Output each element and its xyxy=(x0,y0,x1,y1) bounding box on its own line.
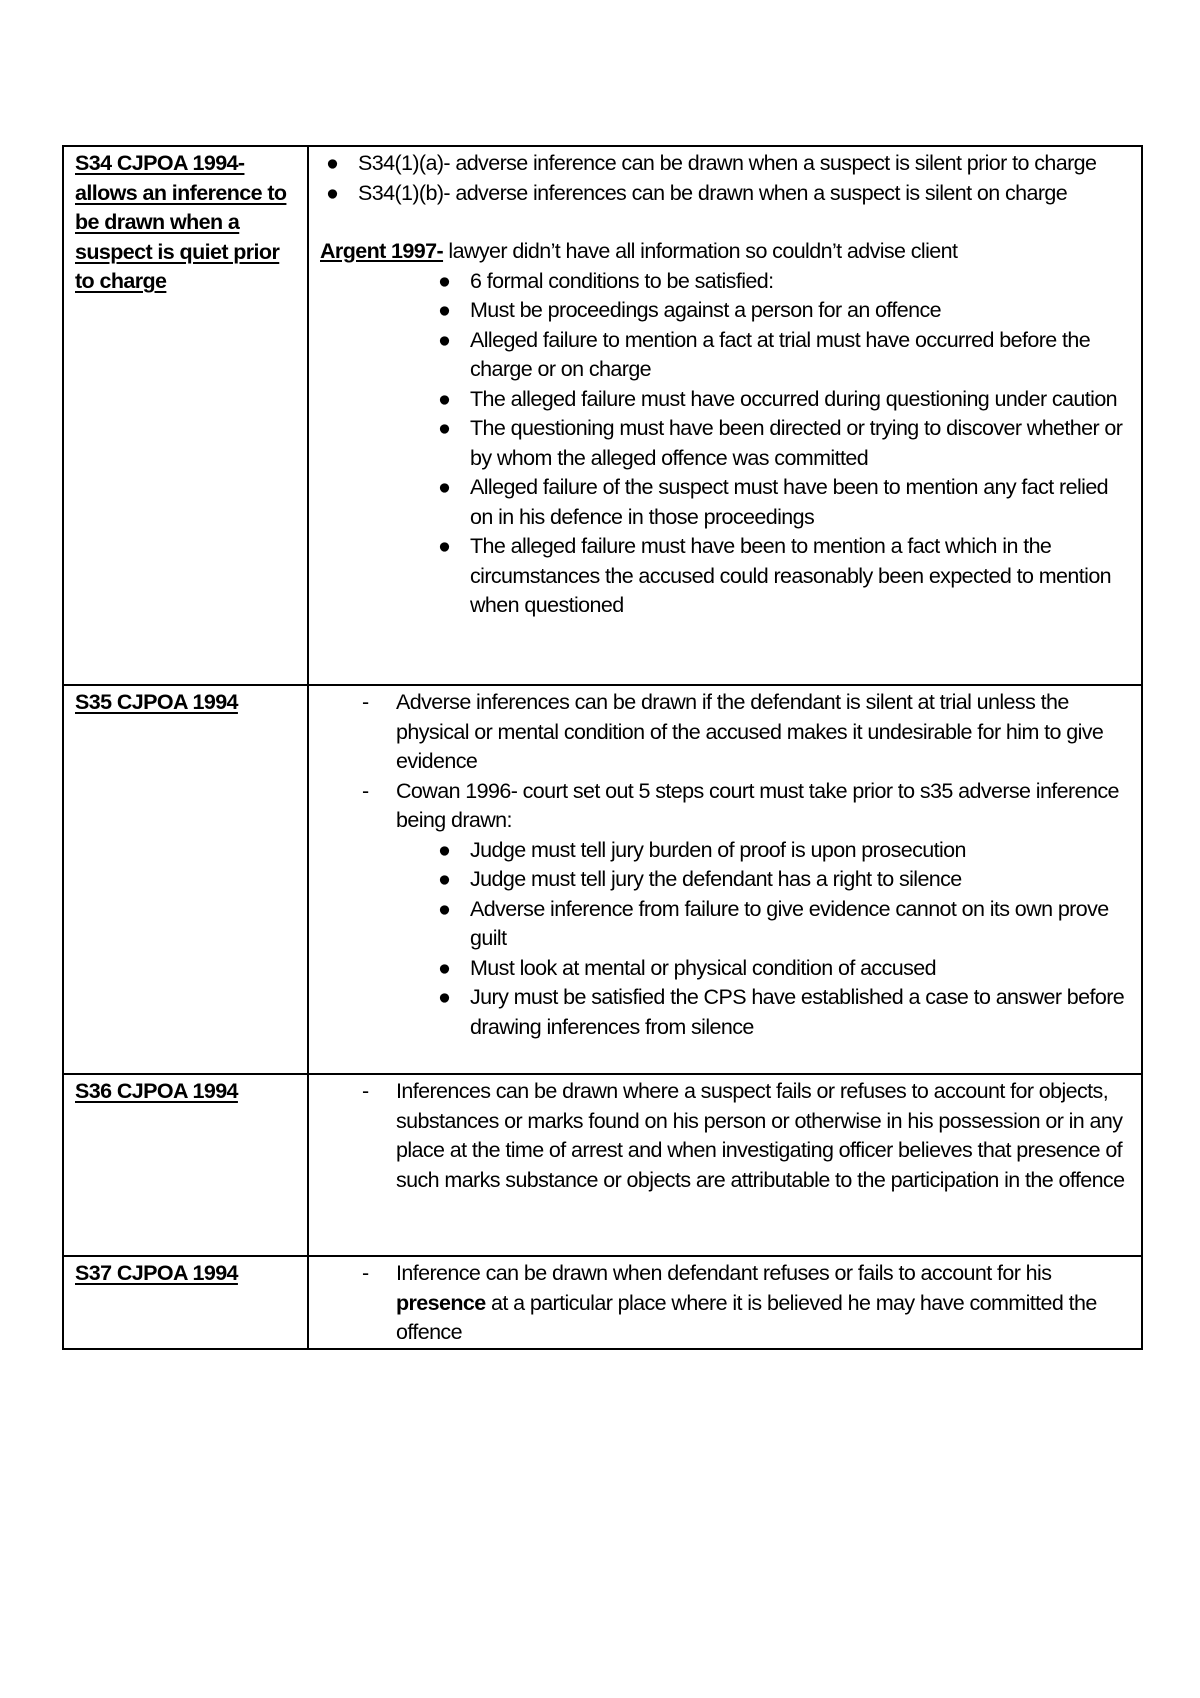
bullet-icon: ● xyxy=(438,896,451,921)
row-content-cell xyxy=(308,1074,1142,1256)
bullet-icon: ● xyxy=(438,416,451,440)
case-paragraph xyxy=(320,237,1131,267)
list-item: ● Alleged failure to mention a fact at trial must have occurred before the charge or on charge xyxy=(438,327,1091,381)
list-item: ● Must look at mental or physical condition of accused xyxy=(320,954,1131,984)
case-name: Argent 1997- xyxy=(320,239,444,263)
bullet-icon: ● xyxy=(438,298,451,322)
row-heading: S37 CJPOA 1994 xyxy=(75,1261,238,1285)
row-content-cell xyxy=(308,685,1142,1074)
bullet-icon: ● xyxy=(438,534,451,558)
list-item: ● Must be proceedings against a person for an offence xyxy=(320,296,1131,326)
row-heading-cell xyxy=(63,685,308,1074)
table-row-s35 xyxy=(63,685,1142,1074)
notes-table xyxy=(62,145,1143,1350)
row-heading-cell xyxy=(63,146,308,685)
list-item: - Inference can be drawn when defendant refuses or fails to account for his presence at a particular place where it is believed he may have committed the offence xyxy=(362,1261,1097,1344)
row-heading-cell xyxy=(63,1256,308,1349)
list-item: ● The alleged failure must have been to mention a fact which in the circumstances the accused could reasonably been expected to mention when questioned xyxy=(438,534,1112,617)
conditions-list xyxy=(320,267,1131,621)
list-item: ● Jury must be satisfied the CPS have established a case to answer before drawing inferences from silence xyxy=(438,985,1125,1039)
spacer xyxy=(320,208,1131,237)
list-item: - Cowan 1996- court set out 5 steps court must take prior to s35 adverse inference being drawn: xyxy=(362,778,1119,832)
bullet-icon: ● xyxy=(438,475,451,499)
list-item: ● Alleged failure of the suspect must have been to mention any fact relied on in his defence in those proceedings xyxy=(438,475,1109,529)
list-item: - Inferences can be drawn where a suspect fails or refuses to account for objects, substances or marks found on his person or otherwise in his possession or in any place at the time of arrest and when investigating officer believes that presence of such marks substance or objects are attributable to the participation in the offence xyxy=(362,1079,1125,1192)
bullet-icon: ● xyxy=(438,268,451,293)
table-row-s37 xyxy=(63,1256,1142,1349)
row-heading: S34 CJPOA 1994- allows an inference to be drawn when a suspect is quiet prior to charge xyxy=(75,151,287,293)
list-item: ● Judge must tell jury burden of proof is upon prosecution xyxy=(320,836,1131,866)
row-heading: S35 CJPOA 1994 xyxy=(75,690,238,714)
list-item: ● The alleged failure must have occurred during questioning under caution xyxy=(320,385,1131,415)
list-item: ● 6 formal conditions to be satisfied: xyxy=(320,267,1131,297)
dash-icon: - xyxy=(362,778,369,803)
row-heading: S36 CJPOA 1994 xyxy=(75,1079,238,1103)
table-row-s36 xyxy=(63,1074,1142,1256)
emphasis-text: presence xyxy=(396,1290,486,1315)
list-item: - Adverse inferences can be drawn if the defendant is silent at trial unless the physical or mental condition of the accused makes it undesirable for him to give evidence xyxy=(362,690,1104,773)
row-heading-cell xyxy=(63,1074,308,1256)
dash-list xyxy=(320,688,1131,836)
steps-list xyxy=(320,836,1131,1043)
list-item: ● Judge must tell jury the defendant has a right to silence xyxy=(320,865,1131,895)
bullet-icon: ● xyxy=(438,327,451,352)
list-item: ● Adverse inference from failure to give evidence cannot on its own prove guilt xyxy=(438,896,1109,950)
bullet-icon: ● xyxy=(326,151,339,175)
list-item: ● S34(1)(a)- adverse inference can be drawn when a suspect is silent prior to charge xyxy=(320,149,1131,179)
row-content-cell xyxy=(308,146,1142,685)
dash-list xyxy=(320,1077,1131,1195)
list-item: ● S34(1)(b)- adverse inferences can be drawn when a suspect is silent on charge xyxy=(320,179,1131,209)
bullet-icon: ● xyxy=(438,386,451,411)
row-content-cell xyxy=(308,1256,1142,1349)
bullet-icon: ● xyxy=(438,867,451,891)
list-item: ● The questioning must have been directed or trying to discover whether or by whom the alleged offence was committed xyxy=(438,416,1123,470)
table-row-s34 xyxy=(63,146,1142,685)
case-text: lawyer didn’t have all information so couldn’t advise client xyxy=(443,239,958,263)
dash-list xyxy=(320,1259,1131,1348)
bullet-icon: ● xyxy=(438,837,451,862)
dash-icon: - xyxy=(362,1261,369,1285)
dash-icon: - xyxy=(362,690,369,714)
bullet-list xyxy=(320,149,1131,208)
dash-icon: - xyxy=(362,1079,369,1103)
bullet-icon: ● xyxy=(438,955,451,980)
bullet-icon: ● xyxy=(438,985,451,1009)
bullet-icon: ● xyxy=(326,180,339,205)
